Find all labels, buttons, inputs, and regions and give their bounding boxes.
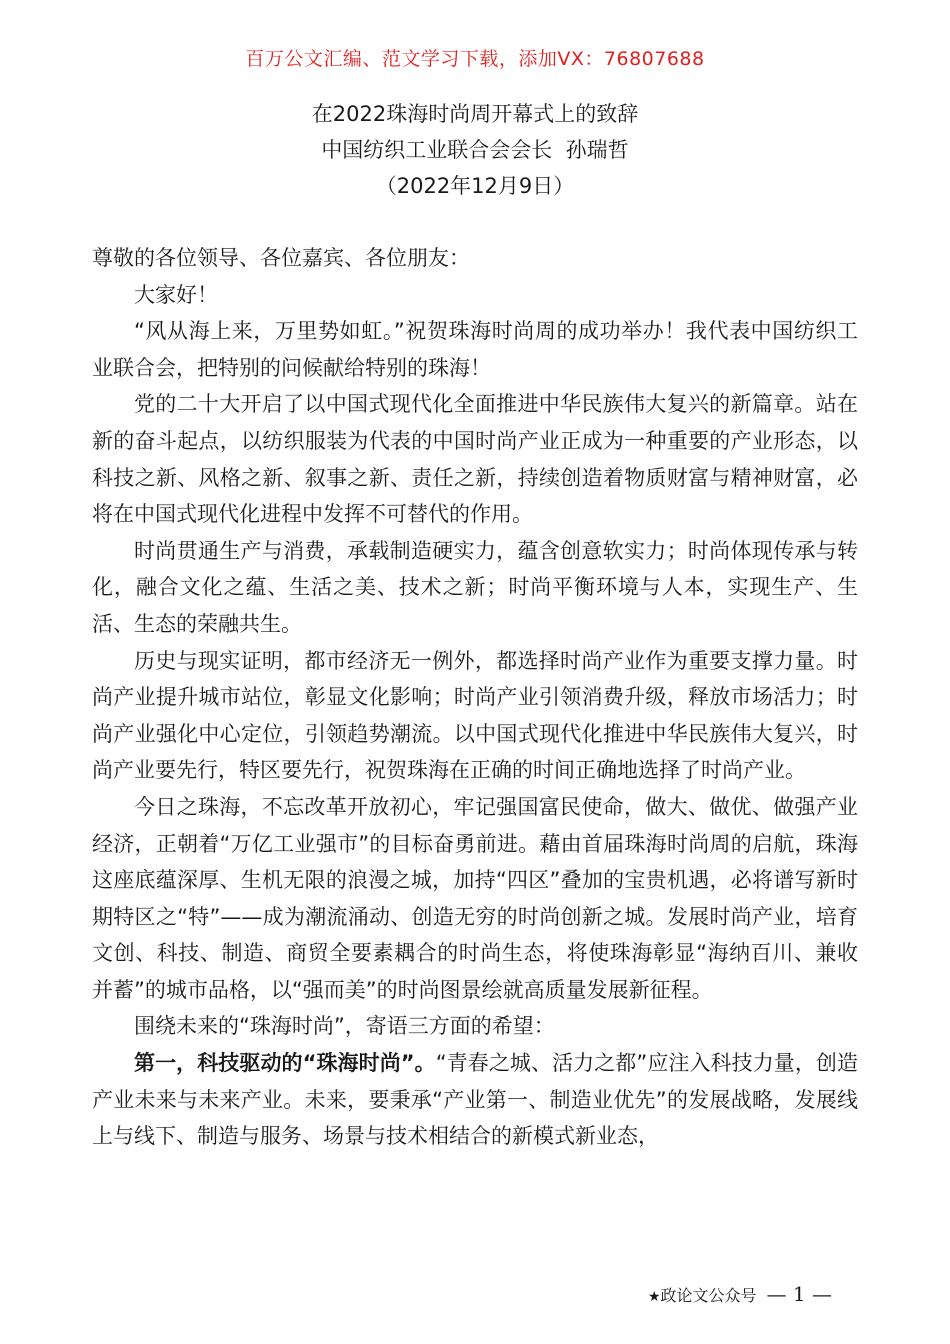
star-icon: ★: [647, 1289, 661, 1305]
footer-source: 政论文公众号: [660, 1286, 757, 1305]
paragraph-7-lead: 第一，科技驱动的“珠海时尚”。: [134, 1051, 436, 1076]
watermark-banner: 百万公文汇编、范文学习下载，添加VX：76807688: [245, 48, 705, 70]
speaker-line: 中国纺织工业联合会会长 孙瑞哲: [321, 138, 629, 162]
paragraph-7-text: “青春之城、活力之都”应注入科技力量，创造产业未来与未来产业。未来，要秉承“产业第一、制造业优先”的发展战略，发展线上与线下、制造与服务、场景与技术相结合的新模式新业态，: [92, 1051, 858, 1149]
greeting: 大家好！: [134, 282, 218, 307]
paragraph-1: “风从海上来，万里势如虹。”祝贺珠海时尚周的成功举办！我代表中国纺织工业联合会，把特别的问候献给特别的珠海！: [92, 319, 858, 380]
speech-date: （2022年12月9日）: [375, 174, 575, 198]
paragraph-6: 围绕未来的“珠海时尚”，寄语三方面的希望：: [134, 1014, 555, 1039]
paragraph-7: [92, 1045, 858, 1155]
speech-title: 在2022珠海时尚周开幕式上的致辞: [311, 102, 639, 126]
paragraph-5: 今日之珠海，不忘改革开放初心，牢记强国富民使命，做大、做优、做强产业经济，正朝着“万亿工业强市”的目标奋勇前进。藉由首届珠海时尚周的启航，珠海这座底蕴深厚、生机无限的浪漫之城，加持“四区”叠加的宝贵机遇，必将谱写新时期特区之“特”——成为潮流涌动、创造无穷的时尚创新之城。发展时尚产业，培育文创、科技、制造、商贸全要素耦合的时尚生态，将使珠海彰显“海纳百川、兼收并蓄”的城市品格，以“强而美”的时尚图景绘就高质量发展新征程。: [92, 794, 858, 1002]
paragraph-3: 时尚贯通生产与消费，承载制造硬实力，蕴含创意软实力；时尚体现传承与转化，融合文化之蕴、生活之美、技术之新；时尚平衡环境与人本，实现生产、生活、生态的荣融共生。: [92, 538, 858, 636]
paragraph-2: 党的二十大开启了以中国式现代化全面推进中华民族伟大复兴的新篇章。站在新的奋斗起点，以纺织服装为代表的中国时尚产业正成为一种重要的产业形态，以科技之新、风格之新、叙事之新、责任之新，持续创造着物质财富与精神财富，必将在中国式现代化进程中发挥不可替代的作用。: [92, 392, 858, 527]
speech-body: [92, 240, 858, 1155]
title-block: [0, 96, 950, 204]
paragraph-4: 历史与现实证明，都市经济无一例外，都选择时尚产业作为重要支撑力量。时尚产业提升城市站位，彰显文化影响；时尚产业引领消费升级，释放市场活力；时尚产业强化中心定位，引领趋势潮流。以中国式现代化推进中华民族伟大复兴，时尚产业要先行，特区要先行，祝贺珠海在正确的时间正确地选择了时尚产业。: [92, 648, 858, 783]
page-number: — 1 —: [766, 1282, 832, 1306]
page-footer: [648, 1282, 832, 1306]
salutation: 尊敬的各位领导、各位嘉宾、各位朋友：: [92, 246, 470, 270]
